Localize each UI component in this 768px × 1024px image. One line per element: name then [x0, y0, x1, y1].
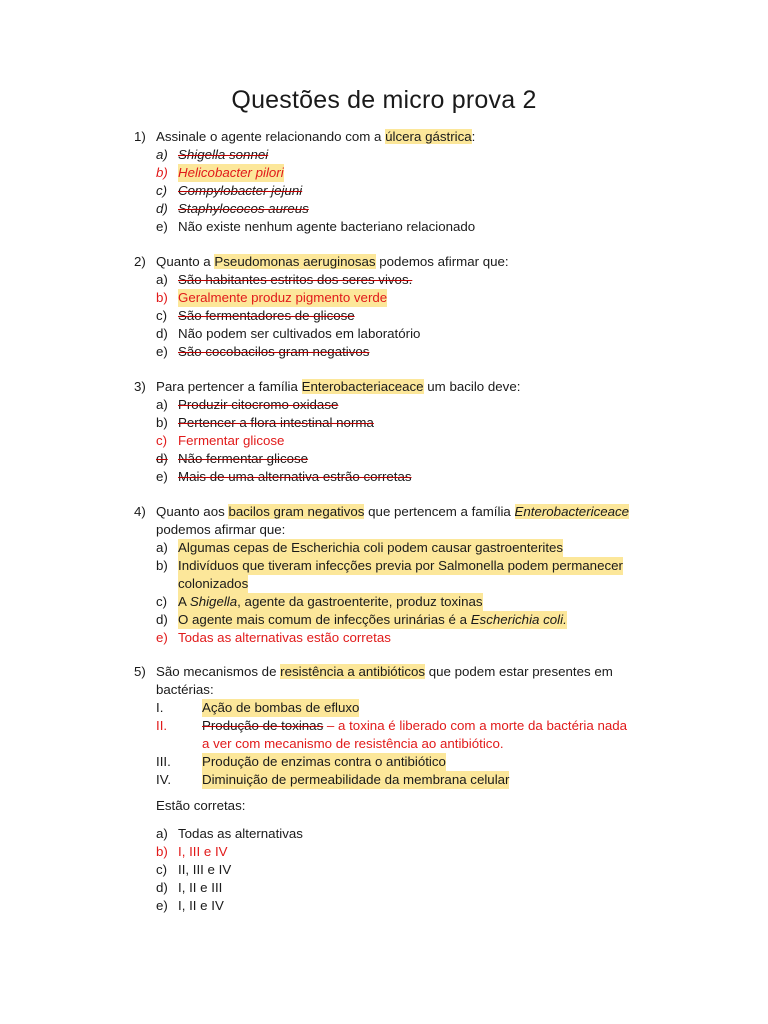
question-number: 3): [134, 379, 146, 394]
question-number: 5): [134, 664, 146, 679]
question-text: São mecanismos de resistência a antibióticos que podem estar presentes em: [156, 664, 613, 679]
question-text-line2: bactérias:: [156, 682, 214, 697]
highlight: Enterobactericeace: [514, 504, 630, 519]
question-text: Quanto aos bacilos gram negativos que pertencem a família Enterobactericeace: [156, 504, 630, 519]
sub-question: Estão corretas:: [156, 798, 246, 813]
question-text: Quanto a Pseudomonas aeruginosas podemos afirmar que:: [156, 254, 509, 269]
page-title: Questões de micro prova 2: [231, 86, 537, 114]
highlight: úlcera gástrica: [385, 129, 472, 144]
question-number: 4): [134, 504, 146, 519]
highlight: Pseudomonas aeruginosas: [214, 254, 376, 269]
highlight: Enterobacteriaceace: [301, 379, 424, 394]
highlight: bacilos gram negativos: [228, 504, 365, 519]
question-number: 1): [134, 129, 146, 144]
question-text-line2: podemos afirmar que:: [156, 522, 286, 537]
highlight: resistência a antibióticos: [280, 664, 426, 679]
question-text: Assinale o agente relacionando com a úlcera gástrica:: [156, 129, 476, 144]
question-text: Para pertencer a família Enterobacteriaceace um bacilo deve:: [156, 379, 521, 394]
question-number: 2): [134, 254, 146, 269]
